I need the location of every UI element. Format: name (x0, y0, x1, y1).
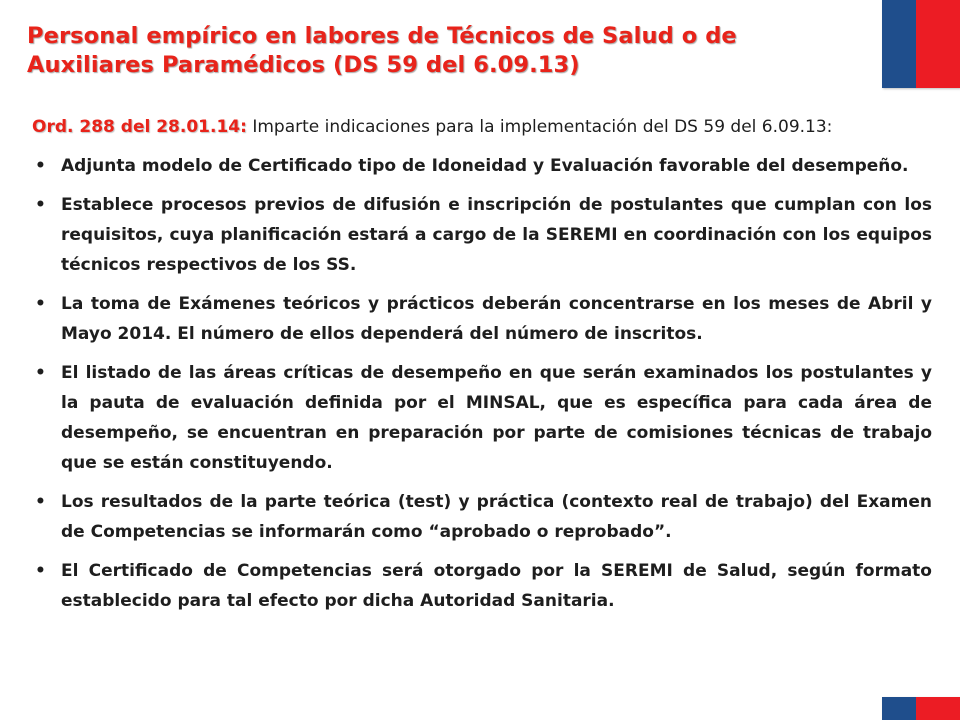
bullet-dot-icon: • (35, 195, 46, 215)
bullet-item (32, 289, 932, 349)
bullet-dot-icon: • (35, 561, 46, 581)
bullet-item (32, 358, 932, 478)
flag-blue-stripe (882, 697, 916, 720)
flag-emblem-bottom (882, 697, 960, 720)
bullet-dot-icon: • (35, 363, 46, 383)
bullet-dot-icon: • (35, 492, 46, 512)
bullet-text: El listado de las áreas críticas de desempeño en que serán examinados los postulantes y la pauta de evaluación definida por el MINSAL, que es específica para cada área de desempeño, se encuentran en preparación por parte de comisiones técnicas de trabajo que se están constituyendo. (61, 363, 932, 473)
bullet-text: El Certificado de Competencias será otorgado por la SEREMI de Salud, según formato establecido para tal efecto por dicha Autoridad Sanitaria. (61, 561, 932, 611)
flag-red-stripe (916, 697, 960, 720)
intro-text: Imparte indicaciones para la implementación del DS 59 del 6.09.13: (246, 117, 833, 137)
bullet-text: Adjunta modelo de Certificado tipo de Idoneidad y Evaluación favorable del desempeño. (61, 156, 909, 176)
bullet-text: Los resultados de la parte teórica (test) y práctica (contexto real de trabajo) del Examen de Competencias se informarán como “aprobado o reprobado”. (61, 492, 932, 542)
slide-title-line-2: Auxiliares Paramédicos (DS 59 del 6.09.13) (27, 52, 580, 78)
bullet-item (32, 556, 932, 616)
flag-emblem-top (882, 0, 960, 88)
flag-blue-stripe (882, 0, 916, 88)
bullet-list (32, 151, 932, 616)
bullet-text: La toma de Exámenes teóricos y prácticos deberán concentrarse en los meses de Abril y Mayo 2014. El número de ellos dependerá del número de inscritos. (61, 294, 932, 344)
bullet-item (32, 190, 932, 280)
bullet-dot-icon: • (35, 156, 46, 176)
bullet-item (32, 151, 932, 181)
bullet-text: Establece procesos previos de difusión e inscripción de postulantes que cumplan con los requisitos, cuya planificación estará a cargo de la SEREMI en coordinación con los equipos técnicos respectivos de los SS. (61, 195, 932, 275)
slide-body (32, 112, 932, 625)
slide-title-line-1: Personal empírico en labores de Técnicos de Salud o de (27, 23, 737, 49)
ordinance-reference: Ord. 288 del 28.01.14: (32, 117, 247, 137)
flag-red-stripe (916, 0, 960, 88)
bullet-item (32, 487, 932, 547)
slide-title (27, 22, 867, 80)
bullet-dot-icon: • (35, 294, 46, 314)
intro-paragraph (32, 112, 932, 142)
